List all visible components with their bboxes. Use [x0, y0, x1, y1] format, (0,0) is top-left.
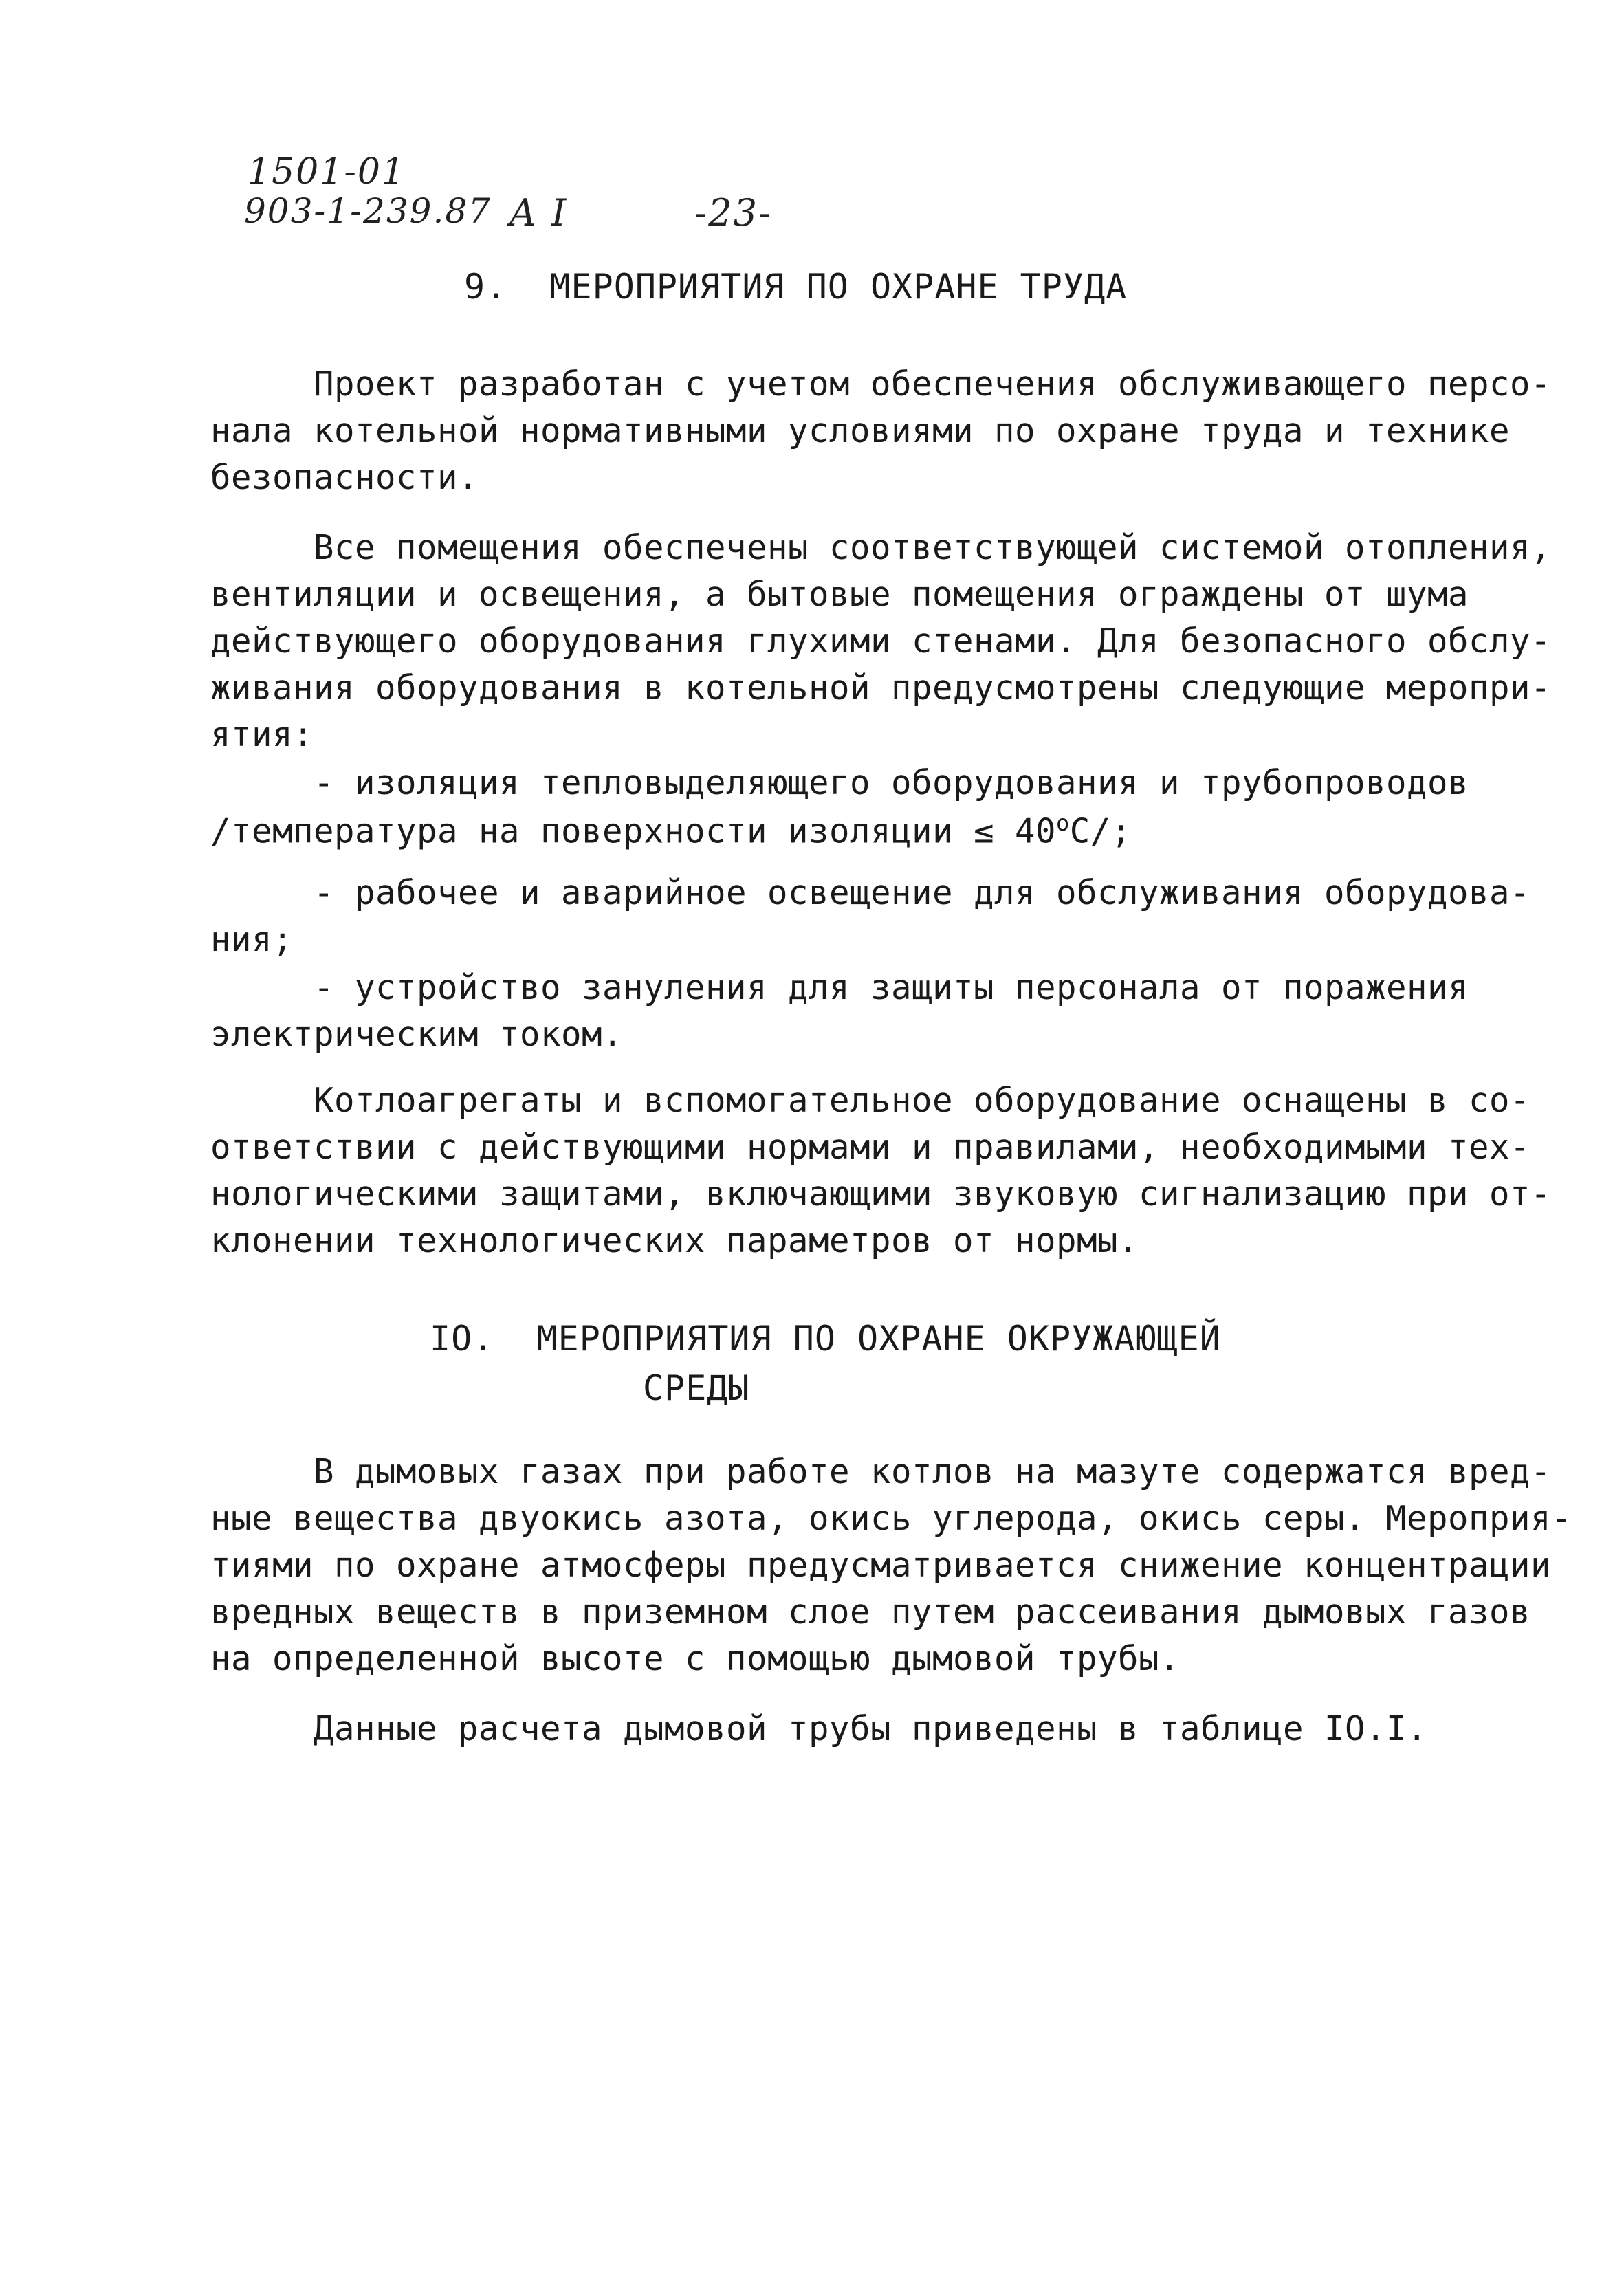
paragraph-line: вентиляции и освещения, а бытовые помещения ограждены от шума — [210, 575, 1469, 614]
paragraph-line: нала котельной нормативными условиями по охране труда и технике — [210, 411, 1511, 450]
paragraph-line: живания оборудования в котельной предусмотрены следующие меропри- — [210, 668, 1552, 707]
paragraph-line: ответствии с действующими нормами и правилами, необходимыми тех- — [210, 1128, 1531, 1167]
temperature-text: /температура на поверхности изоляции ≤ 40 — [210, 811, 1057, 851]
paragraph-line: электрическим током. — [210, 1015, 624, 1054]
paragraph-line: ятия: — [210, 715, 314, 754]
handwritten-stamp-code: 1501-01 — [248, 151, 406, 193]
section-10-title-cont: СРЕДЫ — [643, 1368, 750, 1408]
paragraph-line: на определенной высоте с помощью дымовой трубы. — [210, 1639, 1181, 1678]
paragraph-line: - изоляция тепловыделяющего оборудования и трубопроводов — [210, 763, 1469, 802]
paragraph-line: Все помещения обеспечены соответствующей системой отопления, — [210, 528, 1552, 567]
paragraph-line: ния; — [210, 920, 294, 959]
degree-sign: о — [1056, 810, 1070, 836]
paragraph-line: действующего оборудования глухими стенами. Для безопасного обслу- — [210, 622, 1552, 661]
handwritten-album-label: А I — [509, 191, 568, 234]
paragraph-line: клонении технологических параметров от нормы. — [210, 1221, 1139, 1260]
paragraph-line: В дымовых газах при работе котлов на мазуте содержатся вред- — [210, 1452, 1552, 1491]
handwritten-project-number: 903-1-239.87 — [244, 191, 492, 231]
paragraph-line: - устройство зануления для защиты персонала от поражения — [210, 968, 1469, 1007]
page-number: -23- — [694, 191, 773, 234]
paragraph-line: вредных веществ в приземном слое путем рассеивания дымовых газов — [210, 1592, 1531, 1632]
paragraph-line: - рабочее и аварийное освещение для обслуживания оборудова- — [210, 873, 1531, 912]
paragraph-line: тиями по охране атмосферы предусматривается снижение концентрации — [210, 1546, 1552, 1585]
paragraph-line: ные вещества двуокись азота, окись углерода, окись серы. Мероприя- — [210, 1499, 1572, 1538]
section-9-title: 9. МЕРОПРИЯТИЯ ПО ОХРАНЕ ТРУДА — [464, 267, 1128, 307]
paragraph-line: безопасности. — [210, 458, 479, 497]
paragraph-line: Проект разработан с учетом обеспечения обслуживающего персо- — [210, 364, 1552, 404]
temperature-unit: С/; — [1069, 811, 1132, 851]
paragraph-line: нологическими защитами, включающими звуковую сигнализацию при от- — [210, 1174, 1552, 1214]
paragraph-line: Данные расчета дымовой трубы приведены в таблице IO.I. — [210, 1709, 1428, 1748]
paragraph-line-temperature — [210, 810, 1132, 850]
section-10-title: IO. МЕРОПРИЯТИЯ ПО ОХРАНЕ ОКРУЖАЮЩЕЙ — [430, 1319, 1221, 1359]
paragraph-line: Котлоагрегаты и вспомогательное оборудование оснащены в со- — [210, 1081, 1531, 1120]
